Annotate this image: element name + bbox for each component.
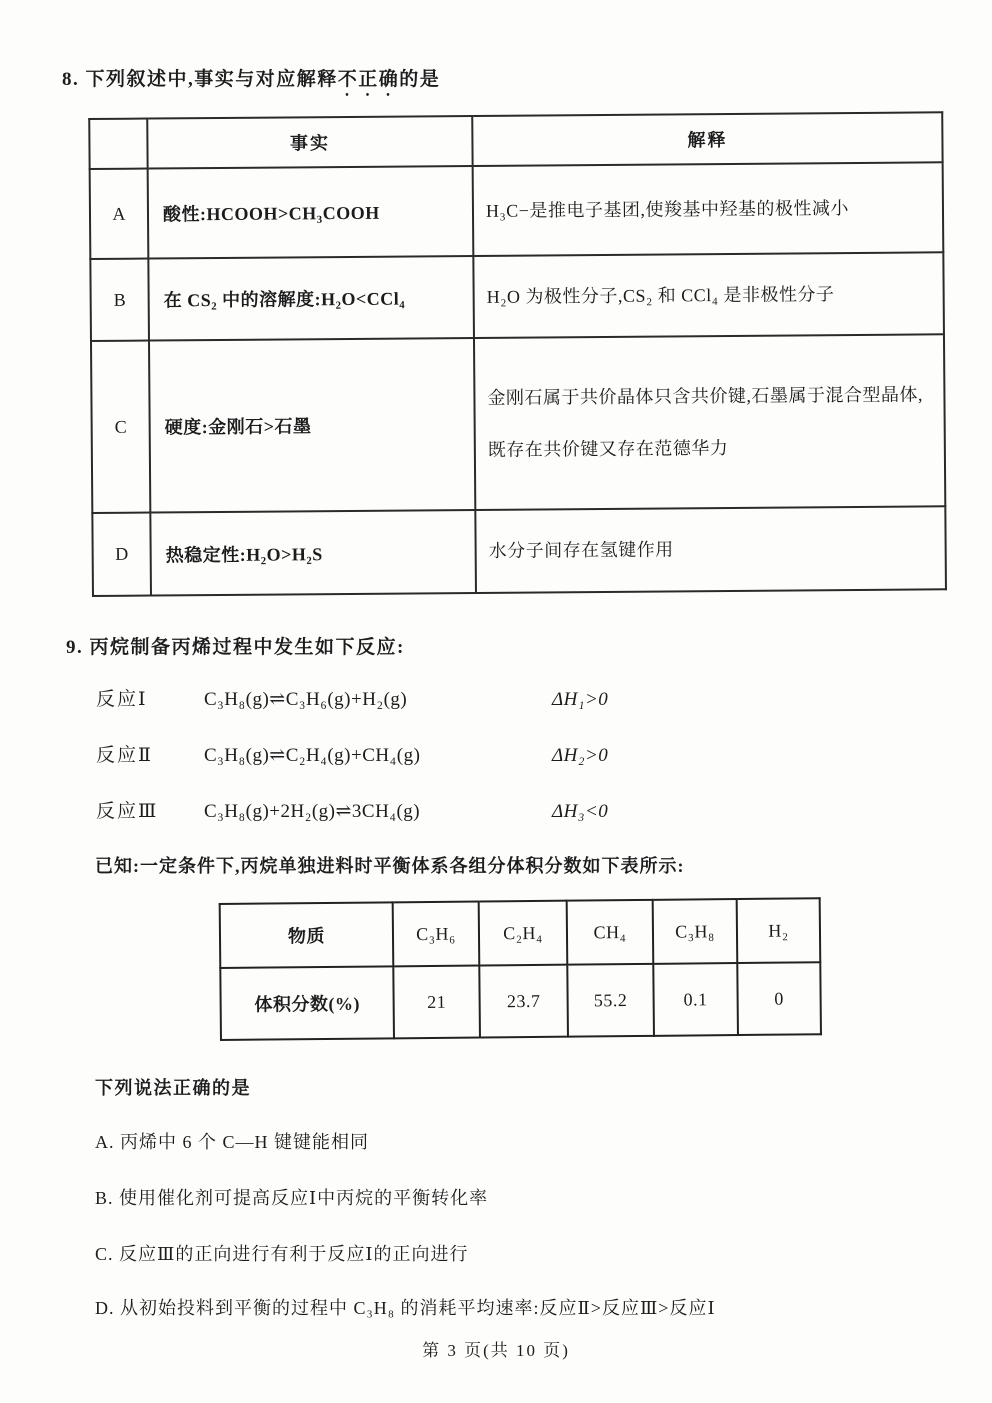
q8-rowB-fact: 在 CS₂ 中的溶解度:H₂O<CCl₄ [148,256,474,341]
q9-value-h2: 0 [737,962,821,1035]
q9-header-c3h6: C₃H₆ [393,902,480,967]
q8-rowB-explain: H₂O 为极性分子,CS₂ 和 CCl₄ 是非极性分子 [473,252,944,338]
q9-option-b: B. 使用催化剂可提高反应Ⅰ中丙烷的平衡转化率 [95,1188,489,1208]
q8-rowA-label: A [90,169,149,259]
q8-header-fact: 事实 [147,116,472,169]
q9-known-line: 已知:一定条件下,丙烷单独进料时平衡体系各组分体积分数如下表所示: [95,856,685,876]
q8-rowB-label: B [90,259,149,341]
reaction-3 [96,796,608,823]
q8-title-suffix: 的是 [399,69,441,90]
question-9-title: 9. 丙烷制备丙烯过程中发生如下反应: [66,637,405,658]
q8-rowD-explain: 水分子间存在氢键作用 [475,506,946,593]
q9-header-ch4: CH₄ [567,900,654,965]
reaction-1 [96,684,608,711]
q9-table-values-row [220,962,821,1040]
q8-title-emphasized: 不正确 [337,69,400,90]
q8-table-row-B [90,252,944,341]
q8-rowA-fact: 酸性:HCOOH>CH₃COOH [148,166,474,259]
q9-header-c3h8: C₃H₈ [653,899,738,964]
q9-header-substance: 物质 [220,902,394,968]
q9-value-ch4: 55.2 [567,964,654,1037]
q8-table-row-D [92,506,946,596]
q8-rowC-fact: 硬度:金刚石>石墨 [149,338,475,513]
reaction-2 [96,740,608,767]
q8-title-prefix: 8. 下列叙述中,事实与对应解释 [62,69,338,90]
q9-stem: 下列说法正确的是 [95,1078,251,1098]
reaction-3-enthalpy: ΔH₃<0 [552,801,609,822]
reaction-3-equation: C₃H₈(g)+2H₂(g)⇌3CH₄(g) [204,801,421,822]
q9-value-c2h4: 23.7 [479,965,568,1038]
page-number: 第 3 页(共 10 页) [422,1341,570,1360]
q9-value-c3h8: 0.1 [653,963,738,1036]
q8-header-empty-cell [89,119,147,169]
q8-table-row-A [90,162,944,259]
q9-option-a: A. 丙烯中 6 个 C—H 键键能相同 [95,1132,370,1152]
q9-header-c2h4: C₂H₄ [479,901,568,966]
q8-rowA-explain: H₃C−是推电子基团,使羧基中羟基的极性减小 [473,162,944,256]
q8-rowC-explain: 金刚石属于共价晶体只含共价键,石墨属于混合型晶体,既存在共价键又存在范德华力 [474,334,945,510]
q9-composition-table [220,903,822,1041]
reaction-3-label: 反应Ⅲ [96,801,159,822]
q8-rowD-fact: 热稳定性:H₂O>H₂S [150,510,476,596]
reaction-1-equation: C₃H₈(g)⇌C₃H₆(g)+H₂(g) [204,689,408,710]
q9-option-d: D. 从初始投料到平衡的过程中 C₃H₈ 的消耗平均速率:反应Ⅱ>反应Ⅲ>反应Ⅰ [95,1298,716,1318]
reaction-2-equation: C₃H₈(g)⇌C₂H₄(g)+CH₄(g) [204,745,421,766]
q8-rowC-label: C [91,341,150,513]
q8-table-header-row [89,112,942,169]
q8-table-row-C [91,334,945,513]
question-8-title [62,64,440,101]
q8-rowD-label: D [92,513,151,596]
q9-value-c3h6: 21 [393,966,480,1039]
q9-volume-fraction-label: 体积分数(%) [220,966,394,1040]
q9-option-c: C. 反应Ⅲ的正向进行有利于反应Ⅰ的正向进行 [95,1244,469,1264]
q9-header-h2: H₂ [737,898,821,963]
q8-fact-explain-table [92,118,947,597]
reaction-2-enthalpy: ΔH₂>0 [552,745,609,766]
reaction-2-label: 反应Ⅱ [96,745,153,766]
reaction-1-enthalpy: ΔH₁>0 [552,689,609,710]
q8-header-explain: 解释 [472,112,942,166]
reaction-1-label: 反应Ⅰ [96,689,148,710]
q9-table-header-row [220,898,821,968]
